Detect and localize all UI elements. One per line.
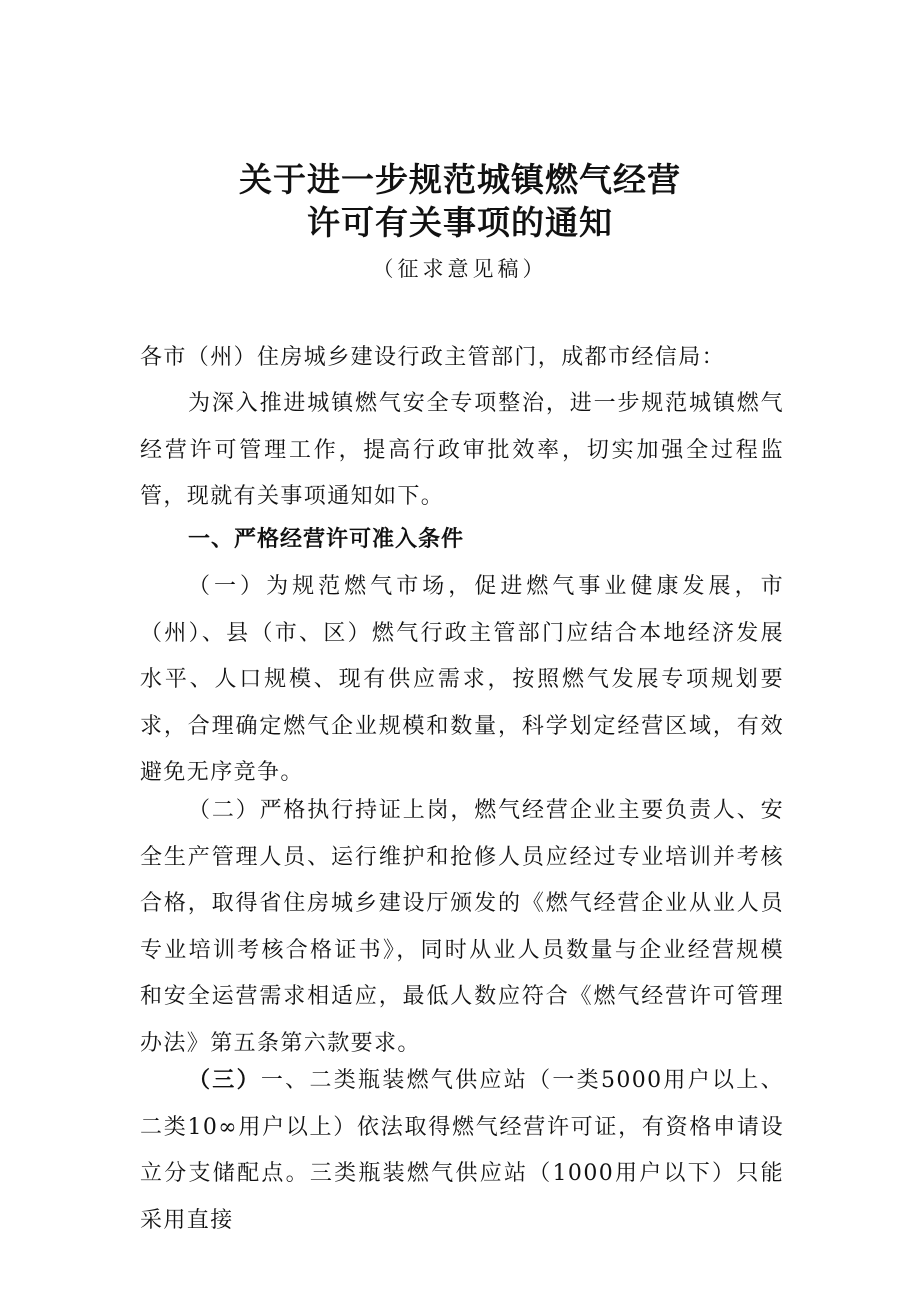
document-title-line-2: 许可有关事项的通知 <box>307 203 613 242</box>
document-title-line-1: 关于进一步规范城镇燃气经营 <box>239 160 681 199</box>
item-1-paragraph: （一）为规范燃气市场，促进燃气事业健康发展，市（州）、县（市、区）燃气行政主管部门应结合本地经济发展水平、人口规模、现有供应需求，按照燃气发展专项规划要求，合理确定燃气企业规模和数量，科学划定经营区域，有效避免无序竞争。 <box>140 574 784 786</box>
intro-paragraph: 为深入推进城镇燃气安全专项整治，进一步规范城镇燃气经营许可管理工作，提高行政审批效率，切实加强全过程监管，现就有关事项通知如下。 <box>140 391 784 510</box>
item-2-paragraph: （二）严格执行持证上岗，燃气经营企业主要负责人、安全生产管理人员、运行维护和抢修人员应经过专业培训并考核合格，取得省住房城乡建设厅颁发的《燃气经营企业从业人员专业培训考核合格证书》，同时从业人员数量与企业经营规模和安全运营需求相适应，最低人数应符合《燃气经营许可管理办法》第五条第六款要求。 <box>140 798 784 1056</box>
salutation: 各市（州）住房城乡建设行政主管部门，成都市经信局： <box>140 345 726 370</box>
document-subtitle: （征求意见稿） <box>372 257 548 281</box>
item-3-text: 一、二类瓶装燃气供应站（一类5000用户以上、二类10∞用户以上）依法取得燃气经营许可证，有资格申请设立分支储配点。三类瓶装燃气供应站（1000用户以下）只能采用直接 <box>140 1068 784 1233</box>
section-heading-1: 一、严格经营许可准入条件 <box>188 527 465 552</box>
item-3-number: （三） <box>188 1067 261 1093</box>
item-3-paragraph <box>140 1057 784 1244</box>
